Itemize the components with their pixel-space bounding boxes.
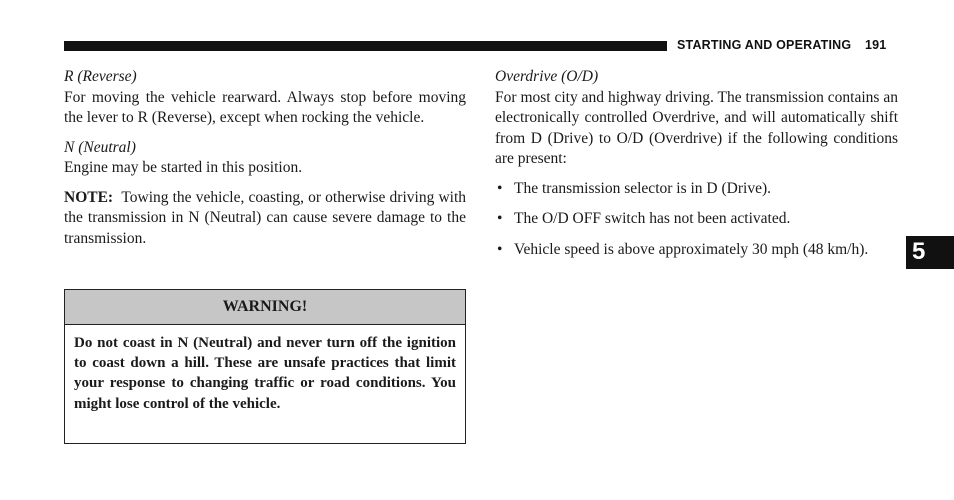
reverse-paragraph: For moving the vehicle rearward. Always stop before moving the lever to R (Reverse), except when rocking the vehicle. <box>64 88 466 126</box>
list-item-text: Vehicle speed is above approximately 30 mph (48 km/h). <box>514 240 869 258</box>
chapter-tab <box>906 236 954 269</box>
overdrive-paragraph: For most city and highway driving. The transmission contains an electronically controlled Overdrive, and will automatically shift from D (Drive) to O/D (Overdrive) if the following conditions are present: <box>495 88 898 167</box>
section-title: STARTING AND OPERATING <box>677 38 852 52</box>
neutral-heading: N (Neutral) <box>64 138 136 156</box>
reverse-heading: R (Reverse) <box>64 68 137 85</box>
note-label: NOTE: <box>64 188 114 206</box>
running-header <box>677 38 886 52</box>
list-item-text: The O/D OFF switch has not been activated. <box>514 210 791 227</box>
header-rule <box>64 41 667 51</box>
note-text: Towing the vehicle, coasting, or otherwise driving with the transmission in N (Neutral) can cause severe damage to the transmission. <box>64 188 467 247</box>
conditions-list <box>495 179 898 261</box>
bullet-icon: • <box>497 210 503 227</box>
list-item <box>495 209 898 230</box>
list-item <box>495 179 898 200</box>
note-paragraph <box>64 188 466 250</box>
bullet-icon: • <box>497 240 503 258</box>
overdrive-heading: Overdrive (O/D) <box>495 68 599 85</box>
page-number: 191 <box>865 38 887 52</box>
warning-box <box>64 289 466 444</box>
right-column <box>495 67 898 270</box>
warning-body: Do not coast in N (Neutral) and never turn off the ignition to coast down a hill. These are unsafe practices that limit your response to changing traffic or road conditions. You might lose control of the vehicle. <box>74 335 456 412</box>
list-item-text: The transmission selector is in D (Drive). <box>514 179 771 197</box>
warning-title: WARNING! <box>65 290 465 325</box>
chapter-number: 5 <box>912 238 926 265</box>
neutral-paragraph: Engine may be started in this position. <box>64 159 303 176</box>
bullet-icon: • <box>497 179 503 197</box>
left-column <box>64 67 466 258</box>
list-item <box>495 240 898 261</box>
